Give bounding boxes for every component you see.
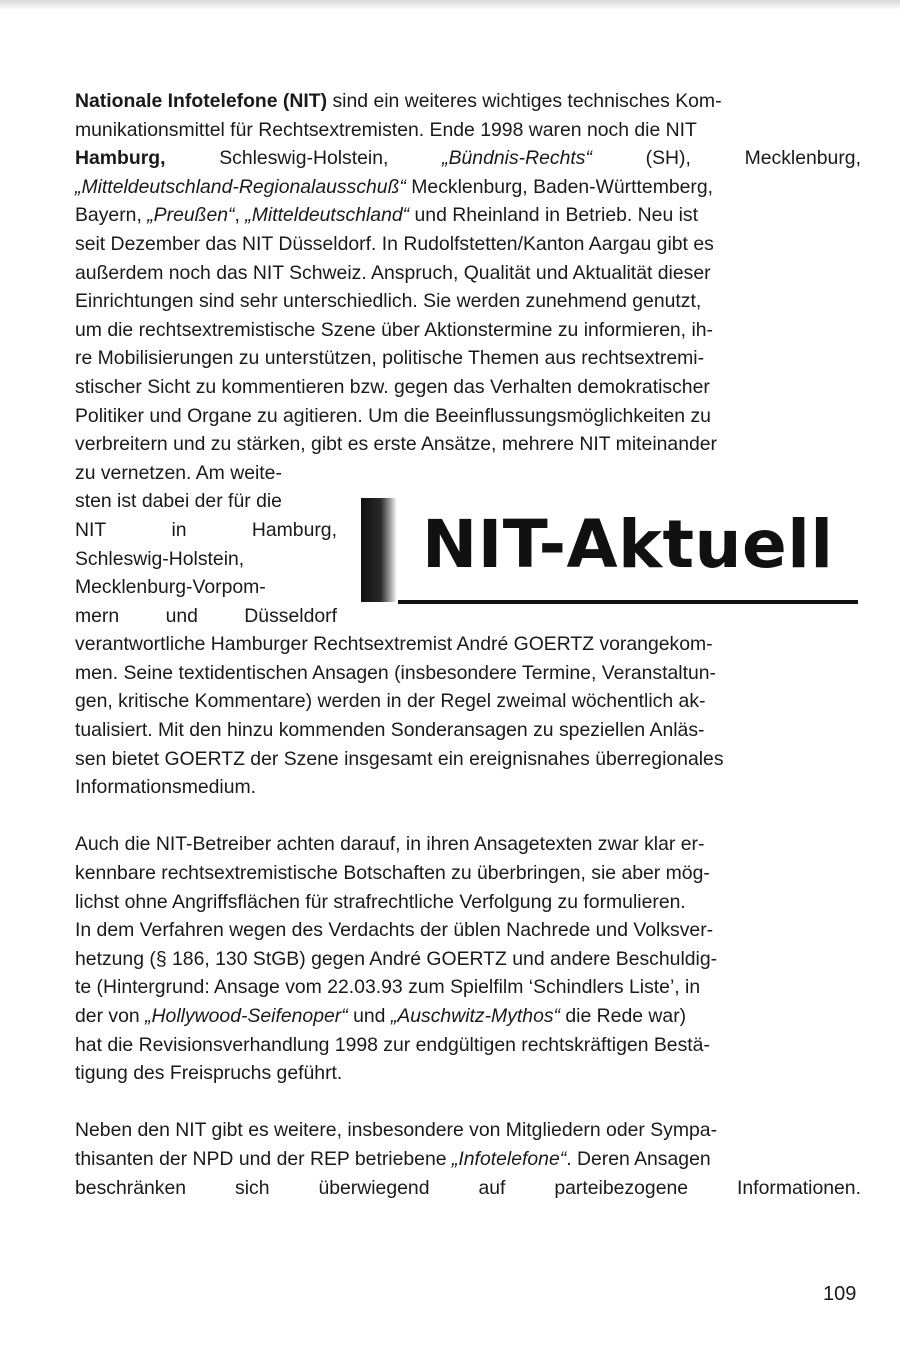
text-run: Mecklenburg, Baden-Württemberg, (405, 175, 714, 198)
text-run: NIT (75, 518, 107, 541)
quoted-name: „Mitteldeutschland-Regionalausschuß“ (75, 175, 406, 198)
text-line: hat die Revisionsverhandlung 1998 zur endgültigen rechtskräftigen Bestä- (75, 1033, 710, 1056)
bold-term: Nationale Infotelefone (NIT) (75, 90, 328, 112)
bold-term: Hamburg, (75, 147, 166, 170)
text-line: gen, kritische Kommentare) werden in der Regel zweimal wöchentlich ak- (75, 690, 706, 713)
paragraph-1 (75, 87, 861, 802)
text-run: Hamburg, (251, 518, 337, 541)
text-line: re Mobilisierungen zu unterstützen, politische Themen aus rechtsextremi- (75, 347, 705, 370)
text-line: zu vernetzen. Am weite- (75, 461, 282, 484)
text-run: mern (75, 604, 120, 627)
text-run: parteibezogene (554, 1176, 689, 1199)
text-line: men. Seine textidentischen Ansagen (insbesondere Termine, Veranstaltun- (75, 661, 717, 684)
text-line: Auch die NIT-Betreiber achten darauf, in ihren Ansagetexten zwar klar er- (75, 833, 705, 856)
quoted-name: „Infotelefone“ (451, 1147, 567, 1170)
text-line: verantwortliche Hamburger Rechtsextremist André GOERTZ vorangekom- (75, 633, 713, 656)
quoted-name: „Auschwitz-Mythos“ (390, 1005, 561, 1027)
text-run: Bayern, (75, 204, 148, 227)
quoted-name: „Preußen“ (147, 204, 235, 227)
text-run: Düsseldorf (244, 604, 337, 627)
quoted-name: „Bündnis-Rechts“ (442, 147, 592, 170)
text-line: stischer Sicht zu kommentieren bzw. gegen das Verhalten demokratischer (75, 375, 710, 398)
paragraph-gap (75, 802, 861, 831)
paragraph-gap (75, 1088, 861, 1117)
text-run: in (171, 518, 187, 541)
text-run: thisanten der NPD und der REP betriebene (75, 1147, 452, 1170)
text-run: . Deren Ansagen (566, 1147, 711, 1170)
text-run: und (347, 1005, 391, 1027)
logo-bar (361, 498, 397, 602)
text-run: der von (75, 1005, 146, 1027)
text-line: lichst ohne Angriffsflächen für strafrechtliche Verfolgung zu formulieren. (75, 890, 686, 913)
text-run: , (234, 204, 246, 227)
text-line: munikationsmittel für Rechtsextremisten. Ende 1998 waren noch die NIT (75, 118, 697, 141)
text-line (75, 173, 861, 202)
text-line: Schleswig-Holstein, (75, 547, 245, 570)
page-number: 109 (823, 1283, 857, 1305)
text-run: Informationen. (737, 1176, 861, 1199)
text-line: Mecklenburg-Vorpom- (75, 576, 266, 599)
text-run: überwiegend (318, 1176, 430, 1199)
text-run: sich (235, 1176, 270, 1199)
logo-text: NIT-Aktuell (422, 506, 834, 583)
text-run: und (165, 604, 198, 627)
text-run: auf (478, 1176, 506, 1199)
text-line: sen bietet GOERTZ der Szene insgesamt ein ereignisnahes überregionales (75, 747, 724, 770)
quoted-name: „Mitteldeutschland“ (245, 204, 410, 227)
text-run: sind ein weiteres wichtiges technisches Kom- (327, 90, 722, 112)
text-run: beschränken (75, 1176, 187, 1199)
text-line: Informationsmedium. (75, 776, 257, 799)
text-run: die Rede war) (560, 1005, 687, 1027)
text-run: und Rheinland in Betrieb. Neu ist (409, 204, 699, 227)
text-line (75, 516, 337, 545)
text-line (75, 1174, 861, 1203)
text-line (75, 1145, 861, 1174)
text-line (75, 144, 861, 173)
logo-underline (398, 600, 858, 604)
text-line: verbreitern und zu stärken, gibt es erste Ansätze, mehrere NIT miteinander (75, 433, 718, 456)
text-line: tigung des Freispruchs geführt. (75, 1062, 343, 1085)
text-line: In dem Verfahren wegen des Verdachts der üblen Nachrede und Volksver- (75, 919, 714, 942)
text-line: Einrichtungen sind sehr unterschiedlich. Sie werden zunehmend genutzt, (75, 290, 702, 313)
text-line: te (Hintergrund: Ansage vom 22.03.93 zum Spielfilm ‘Schindlers Liste’, in (75, 976, 701, 999)
paragraph-3 (75, 1116, 861, 1202)
text-line: hetzung (§ 186, 130 StGB) gegen André GOERTZ und andere Beschuldig- (75, 947, 718, 970)
text-line: tualisiert. Mit den hinzu kommenden Sonderansagen zu speziellen Anläs- (75, 719, 705, 742)
nit-aktuell-logo (360, 494, 860, 612)
text-line: Politiker und Organe zu agitieren. Um die Beeinflussungsmöglichkeiten zu (75, 404, 711, 427)
text-run: (SH), (645, 147, 691, 170)
paragraph-2 (75, 830, 861, 1087)
text-line (75, 1002, 861, 1031)
text-line (75, 87, 861, 116)
scan-top-edge (0, 0, 900, 10)
text-line: seit Dezember das NIT Düsseldorf. In Rudolfstetten/Kanton Aargau gibt es (75, 232, 714, 255)
text-run: Mecklenburg, (744, 147, 861, 170)
body-text (75, 87, 861, 1202)
text-line (75, 602, 337, 631)
text-line: Neben den NIT gibt es weitere, insbesondere von Mitgliedern oder Sympa- (75, 1119, 718, 1142)
text-line: sten ist dabei der für die (75, 490, 282, 513)
text-line: um die rechtsextremistische Szene über Aktionstermine zu informieren, ih- (75, 318, 714, 341)
text-run: Schleswig-Holstein, (219, 147, 389, 170)
text-line: kennbare rechtsextremistische Botschaften zu überbringen, sie aber mög- (75, 862, 710, 885)
text-line (75, 201, 861, 230)
quoted-name: „Hollywood-Seifenoper“ (145, 1005, 348, 1027)
text-line: außerdem noch das NIT Schweiz. Anspruch, Qualität und Aktualität dieser (75, 261, 711, 284)
